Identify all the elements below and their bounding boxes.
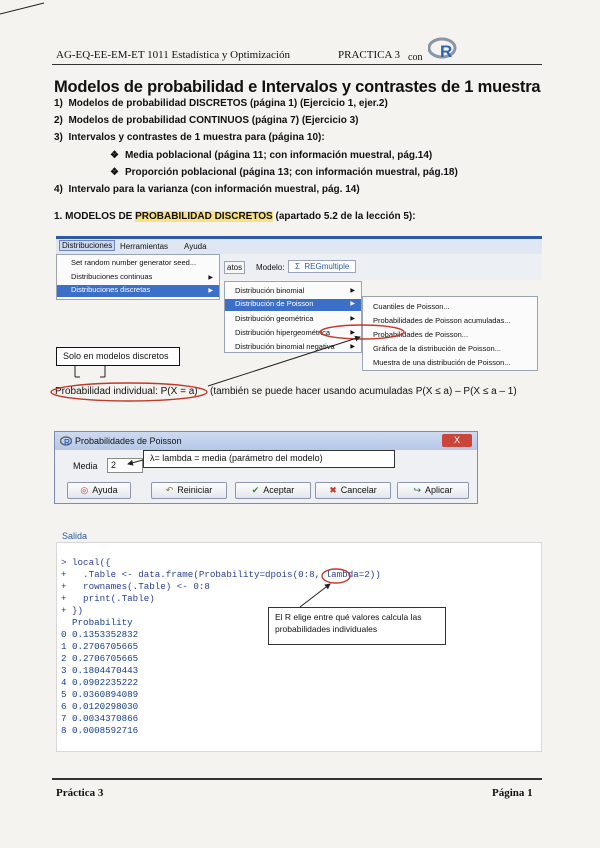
help-icon: ◎ (80, 485, 89, 495)
diamond-bullet-icon: ❖ (110, 167, 119, 178)
page-title: Modelos de probabilidad e Intervalos y contrastes de 1 muestra (54, 78, 541, 96)
result-row: 3 0.1804470443 (61, 665, 139, 676)
menu-item-acumuladas[interactable]: Probabilidades de Poisson acumuladas... (373, 316, 511, 325)
salida-label: Salida (62, 531, 88, 541)
menu-item-muestra[interactable]: Muestra de una distribución de Poisson... (373, 358, 511, 367)
result-row: 1 0.2706705665 (61, 641, 139, 652)
submenu-arrow-icon: ▶ (350, 288, 355, 294)
cancelar-button[interactable]: ✖ Cancelar (315, 482, 391, 499)
menu-item-hipergeometrica[interactable]: Distribución hipergeométrica (235, 328, 331, 337)
practica-label: PRACTICA 3 (338, 49, 401, 61)
result-row: 6 0.0120298030 (61, 701, 139, 712)
toc-item: 3) Intervalos y contrastes de 1 muestra para (página 10): (54, 132, 325, 143)
code-line: + print(.Table) (61, 593, 155, 604)
code-line: > local({ (61, 557, 111, 568)
course-code: AG-EQ-EE-EM-ET 1011 Estadística y Optimización (56, 49, 290, 61)
apply-icon: ↪ (413, 485, 422, 495)
code-line: + .Table <- data.frame(Probability=dpois(0:8, lambda=2)) (61, 569, 381, 580)
toc-item: 2) Modelos de probabilidad CONTINUOS (página 7) (Ejercicio 3) (54, 115, 359, 126)
dialog-title: Probabilidades de Poisson (75, 436, 182, 446)
lambda-annotation: λ= lambda = media (parámetro del modelo) (143, 450, 395, 468)
r-note-annotation: El R elige entre qué valores calcula las probabilidades individuales (268, 607, 446, 645)
media-input[interactable]: 2 (107, 458, 143, 473)
svg-text:R: R (64, 438, 70, 446)
result-row: 0 0.1353352832 (61, 629, 139, 640)
close-button[interactable]: X (442, 434, 472, 447)
highlighted-text: PROBABILIDAD DISCRETOS (135, 211, 273, 222)
aplicar-button[interactable]: ↪ Aplicar (397, 482, 469, 499)
aceptar-button[interactable]: ✔ Aceptar (235, 482, 311, 499)
menu-item-continuas[interactable]: Distribuciones continuas (71, 272, 153, 281)
diamond-bullet-icon: ❖ (110, 150, 119, 161)
discretos-callout: Solo en modelos discretos (56, 347, 180, 366)
submenu-arrow-icon: ▶ (350, 316, 355, 322)
logo-letter: R (440, 42, 453, 61)
modelo-selector[interactable]: Σ REGmultiple (288, 260, 356, 273)
submenu-arrow-icon: ▶ (350, 301, 355, 307)
reiniciar-button[interactable]: ↶ Reiniciar (151, 482, 227, 499)
reset-icon: ↶ (165, 485, 174, 495)
toc-subitem: ❖ Media poblacional (página 11; con información muestral, pág.14) (110, 150, 433, 161)
con-label: con (408, 52, 423, 63)
check-icon: ✔ (251, 485, 260, 495)
menu-item-set-seed[interactable]: Set random number generator seed... (71, 258, 197, 267)
code-line: + rownames(.Table) <- 0:8 (61, 581, 210, 592)
arrow-to-media (128, 460, 143, 464)
modelo-label: Modelo: (256, 263, 285, 272)
menu-item-probabilidades[interactable]: Probabilidades de Poisson... (373, 330, 469, 339)
result-row: 8 0.0008592716 (61, 725, 139, 736)
toc-item: 1) Modelos de probabilidad DISCRETOS (página 1) (Ejercicio 1, ejer.2) (54, 98, 388, 109)
result-row: 7 0.0034370866 (61, 713, 139, 724)
menu-item-discretas[interactable]: Distribuciones discretas (57, 285, 219, 297)
footer-page-number: Página 1 (492, 787, 533, 799)
section-heading: 1. MODELOS DE PROBABILIDAD DISCRETOS (apartado 5.2 de la lección 5): (54, 211, 416, 222)
prob-note-text: (también se puede hacer usando acumuladas P(X ≤ a) – P(X ≤ a – 1) (210, 386, 517, 397)
code-line: + }) (61, 605, 84, 616)
arrow-to-menu (208, 337, 360, 386)
submenu-arrow-icon: ▶ (350, 344, 355, 350)
red-circle-prob-individual (51, 383, 207, 401)
footer-practica: Práctica 3 (56, 787, 104, 799)
arrow-to-range (300, 584, 330, 607)
ayuda-button[interactable]: ◎ Ayuda (67, 482, 131, 499)
menu-ayuda[interactable]: Ayuda (184, 242, 207, 251)
submenu-arrow-icon: ▶ (350, 330, 355, 336)
menu-item-geometrica[interactable]: Distribución geométrica (235, 314, 314, 323)
submenu-arrow-icon: ▶ (208, 275, 213, 281)
result-row: 4 0.0902235222 (61, 677, 139, 688)
red-circle-range (322, 569, 350, 583)
menu-item-poisson[interactable]: Distribución de Poisson (225, 299, 361, 311)
result-header: Probability (61, 617, 133, 628)
toc-item: 4) Intervalo para la varianza (con información muestral, pág. 14) (54, 184, 360, 195)
menu-herramientas[interactable]: Herramientas (120, 242, 169, 251)
red-circle-probabilidades (320, 325, 404, 339)
toc-subitem: ❖ Proporción poblacional (página 13; con información muestral, pág.18) (110, 167, 458, 178)
menu-item-binomial-negativa[interactable]: Distribución binomial negativa (235, 342, 335, 351)
datos-button[interactable]: atos (224, 261, 245, 274)
result-row: 2 0.2706705665 (61, 653, 139, 664)
cancel-icon: ✖ (329, 485, 337, 495)
menu-item-cuantiles[interactable]: Cuantiles de Poisson... (373, 302, 450, 311)
menu-item-binomial[interactable]: Distribución binomial (235, 286, 305, 295)
media-label: Media (73, 461, 98, 471)
result-row: 5 0.0360894089 (61, 689, 139, 700)
menu-distribuciones[interactable]: Distribuciones (59, 240, 115, 251)
submenu-arrow-icon: ▶ (208, 288, 213, 294)
prob-individual-text: Probabilidad individual: P(X = a) (55, 386, 198, 397)
footer-rule (52, 778, 542, 780)
menu-item-grafica[interactable]: Gráfica de la distribución de Poisson... (373, 344, 501, 353)
